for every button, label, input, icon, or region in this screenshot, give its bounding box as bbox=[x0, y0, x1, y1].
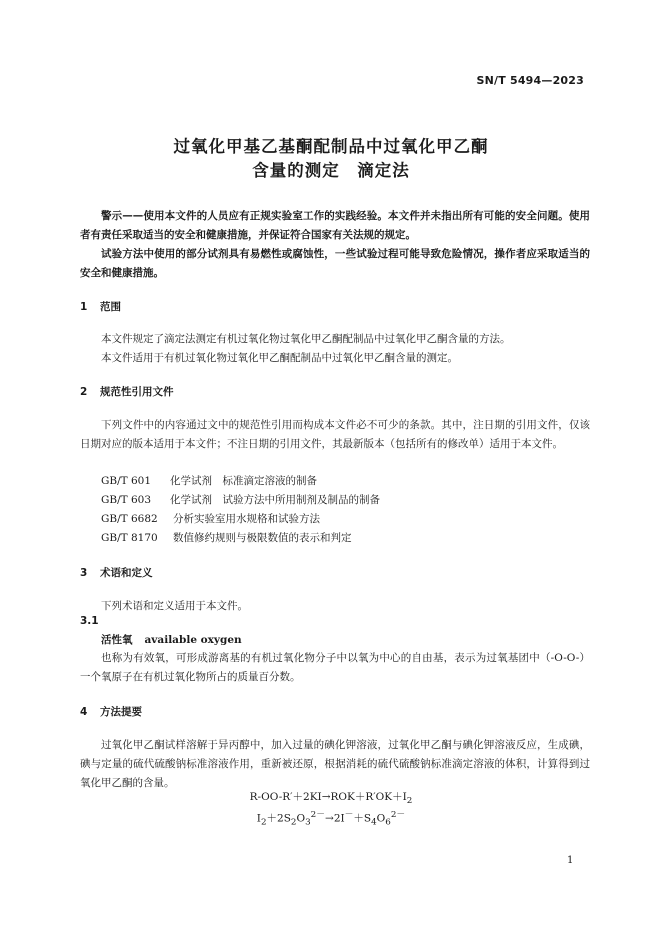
section-number: 1 bbox=[80, 301, 88, 313]
reference-item bbox=[101, 492, 380, 507]
section-title: 规范性引用文件 bbox=[100, 386, 174, 398]
normative-references-intro: 下列文件中的内容通过文中的规范性引用而构成本文件必不可少的条款。其中，注日期的引用文件，仅该日期对应的版本适用于本文件；不注日期的引用文件，其最新版本（包括所有的修改单）适用于本文件。 bbox=[80, 419, 590, 450]
method-summary-paragraph: 过氧化甲乙酮试样溶解于异丙醇中，加入过量的碘化钾溶液，过氧化甲乙酮与碘化钾溶液反应，生成碘，碘与定量的硫代硫酸钠标准溶液作用，重新被还原，根据消耗的硫代硫酸钠标准滴定溶液的体积，计算得到过氧化甲乙酮的含量。 bbox=[80, 739, 590, 789]
section-3-heading bbox=[80, 565, 153, 580]
reference-code: GB/T 8170 bbox=[101, 532, 158, 544]
section-number: 2 bbox=[80, 386, 88, 398]
reference-code: GB/T 6682 bbox=[101, 513, 158, 525]
clause-number: 3.1 bbox=[80, 615, 99, 627]
reference-item bbox=[101, 511, 320, 526]
reaction-arrow: → bbox=[325, 812, 334, 825]
title-line-2: 含量的测定 滴定法 bbox=[252, 161, 410, 180]
warning-paragraph-2: 试验方法中使用的部分试剂具有易燃性或腐蚀性，一些试验过程可能导致危险情况，操作者应采取适当的安全和健康措施。 bbox=[80, 248, 590, 279]
term-english: available oxygen bbox=[144, 634, 242, 646]
term-entry bbox=[101, 632, 242, 647]
reference-code: GB/T 601 bbox=[101, 475, 152, 487]
reference-title: 数值修约规则与极限数值的表示和判定 bbox=[173, 532, 352, 544]
section-number: 4 bbox=[80, 706, 88, 718]
standard-number: SN/T 5494—2023 bbox=[476, 74, 584, 87]
section-number: 3 bbox=[80, 567, 88, 579]
reaction-equation-1: $R-OO-R'+2KI\to ROK+R'OK+I_2$ bbox=[249, 791, 413, 807]
term-definition: 也称为有效氧，可形成游离基的有机过氧化物分子中以氧为中心的自由基，表示为过氧基团中（-O-O-）一个氧原子在有机过氧化物所占的质量百分数。 bbox=[80, 652, 590, 683]
reference-title: 化学试剂 试验方法中所用制剂及制品的制备 bbox=[170, 494, 380, 506]
section-title: 方法提要 bbox=[100, 706, 142, 718]
warning-paragraph-1: 警示——使用本文件的人员应有正规实验室工作的实践经验。本文件并未指出所有可能的安全问题。使用者有责任采取适当的安全和健康措施，并保证符合国家有关法规的规定。 bbox=[80, 210, 590, 241]
section-title: 术语和定义 bbox=[100, 567, 153, 579]
section-2-heading bbox=[80, 384, 174, 399]
section-4-heading bbox=[80, 704, 142, 719]
title-line-1: 过氧化甲基乙基酮配制品中过氧化甲乙酮 bbox=[173, 137, 489, 156]
reaction-arrow: → bbox=[321, 791, 331, 803]
section-1-heading bbox=[80, 299, 121, 314]
terms-intro: 下列术语和定义适用于本文件。 bbox=[101, 600, 248, 612]
page-number: 1 bbox=[567, 855, 574, 866]
reference-item bbox=[101, 473, 317, 488]
reference-item bbox=[101, 530, 352, 545]
scope-paragraph-2: 本文件适用于有机过氧化物过氧化甲乙酮配制品中过氧化甲乙酮含量的测定。 bbox=[101, 352, 458, 364]
reference-code: GB/T 603 bbox=[101, 494, 152, 506]
term-chinese: 活性氧 bbox=[101, 634, 133, 646]
scope-paragraph-1: 本文件规定了滴定法测定有机过氧化物过氧化甲乙酮配制品中过氧化甲乙酮含量的方法。 bbox=[101, 333, 511, 345]
section-title: 范围 bbox=[100, 301, 121, 313]
reference-title: 分析实验室用水规格和试验方法 bbox=[173, 513, 320, 525]
reaction-equation-2: $I_2+2S_2O_3^{2-}\to 2I^-+S_4O_6^{2-}$ bbox=[256, 810, 406, 828]
reference-title: 化学试剂 标准滴定溶液的制备 bbox=[170, 475, 317, 487]
